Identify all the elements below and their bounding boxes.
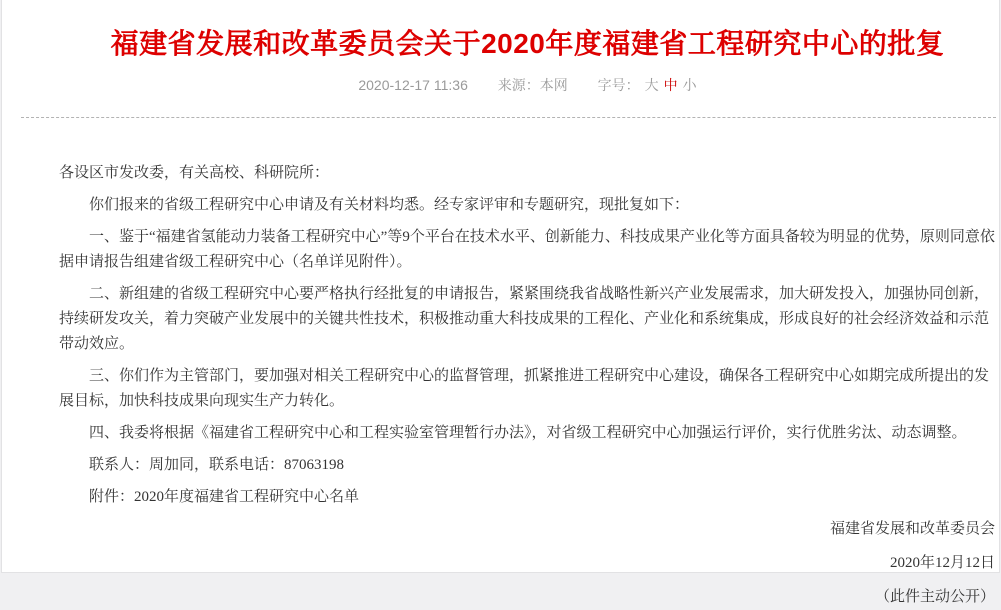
fontsize-group bbox=[598, 77, 697, 93]
article-content-box bbox=[1, 0, 1000, 605]
attachment-line: 附件：2020年度福建省工程研究中心名单 bbox=[89, 489, 360, 505]
fontsize-option-large[interactable]: 大 bbox=[644, 77, 659, 93]
fontsize-label: 字号： bbox=[597, 77, 640, 93]
source-label: 来源： bbox=[497, 77, 540, 93]
paragraph-item-3: 三、你们作为主管部门，要加强对相关工程研究中心的监督管理，抓紧推进工程研究中心建设，确保各工程研究中心如期完成所提出的发展目标，加快科技成果向现实生产力转化。 bbox=[59, 368, 990, 409]
source-value: 本网 bbox=[539, 77, 568, 93]
article-body bbox=[2, 118, 999, 610]
document-header bbox=[2, 0, 999, 95]
paragraph-item-4: 四、我委将根据《福建省工程研究中心和工程实验室管理暂行办法》，对省级工程研究中心加强运行评价，实行优胜劣汰、动态调整。 bbox=[89, 425, 967, 441]
paragraph-item-1: 一、鉴于“福建省氢能动力装备工程研究中心”等9个平台在技术水平、创新能力、科技成果产业化等方面具备较为明显的优势，原则同意依据申请报告组建省级工程研究中心（名单详见附件）。 bbox=[59, 229, 995, 270]
contact-line: 联系人：周加同，联系电话：87063198 bbox=[89, 457, 345, 473]
signature-org: 福建省发展和改革委员会 bbox=[829, 521, 995, 537]
article-meta-bar bbox=[59, 76, 996, 95]
salutation-line: 各设区市发改委，有关高校、科研院所： bbox=[59, 165, 330, 181]
source-group bbox=[498, 77, 572, 93]
fontsize-option-small[interactable]: 小 bbox=[682, 77, 697, 93]
signature-date: 2020年12月12日 bbox=[889, 555, 995, 571]
disclosure-note: （此件主动公开） bbox=[874, 589, 995, 605]
paragraph-item-2: 二、新组建的省级工程研究中心要严格执行经批复的申请报告，紧紧围绕我省战略性新兴产业发展需求，加大研发投入，加强协同创新，持续研发攻关，着力突破产业发展中的关键共性技术，积极推动重大科技成果的工程化、产业化和系统集成，形成良好的社会经济效益和示范带动效应。 bbox=[59, 286, 990, 352]
page-title: 福建省发展和改革委员会关于2020年度福建省工程研究中心的批复 bbox=[110, 28, 945, 59]
fontsize-option-medium[interactable]: 中 bbox=[663, 77, 678, 93]
paragraph-intro: 你们报来的省级工程研究中心申请及有关材料均悉。经专家评审和专题研究，现批复如下： bbox=[89, 197, 690, 213]
publish-datetime: 2020-12-17 11:36 bbox=[358, 77, 468, 93]
